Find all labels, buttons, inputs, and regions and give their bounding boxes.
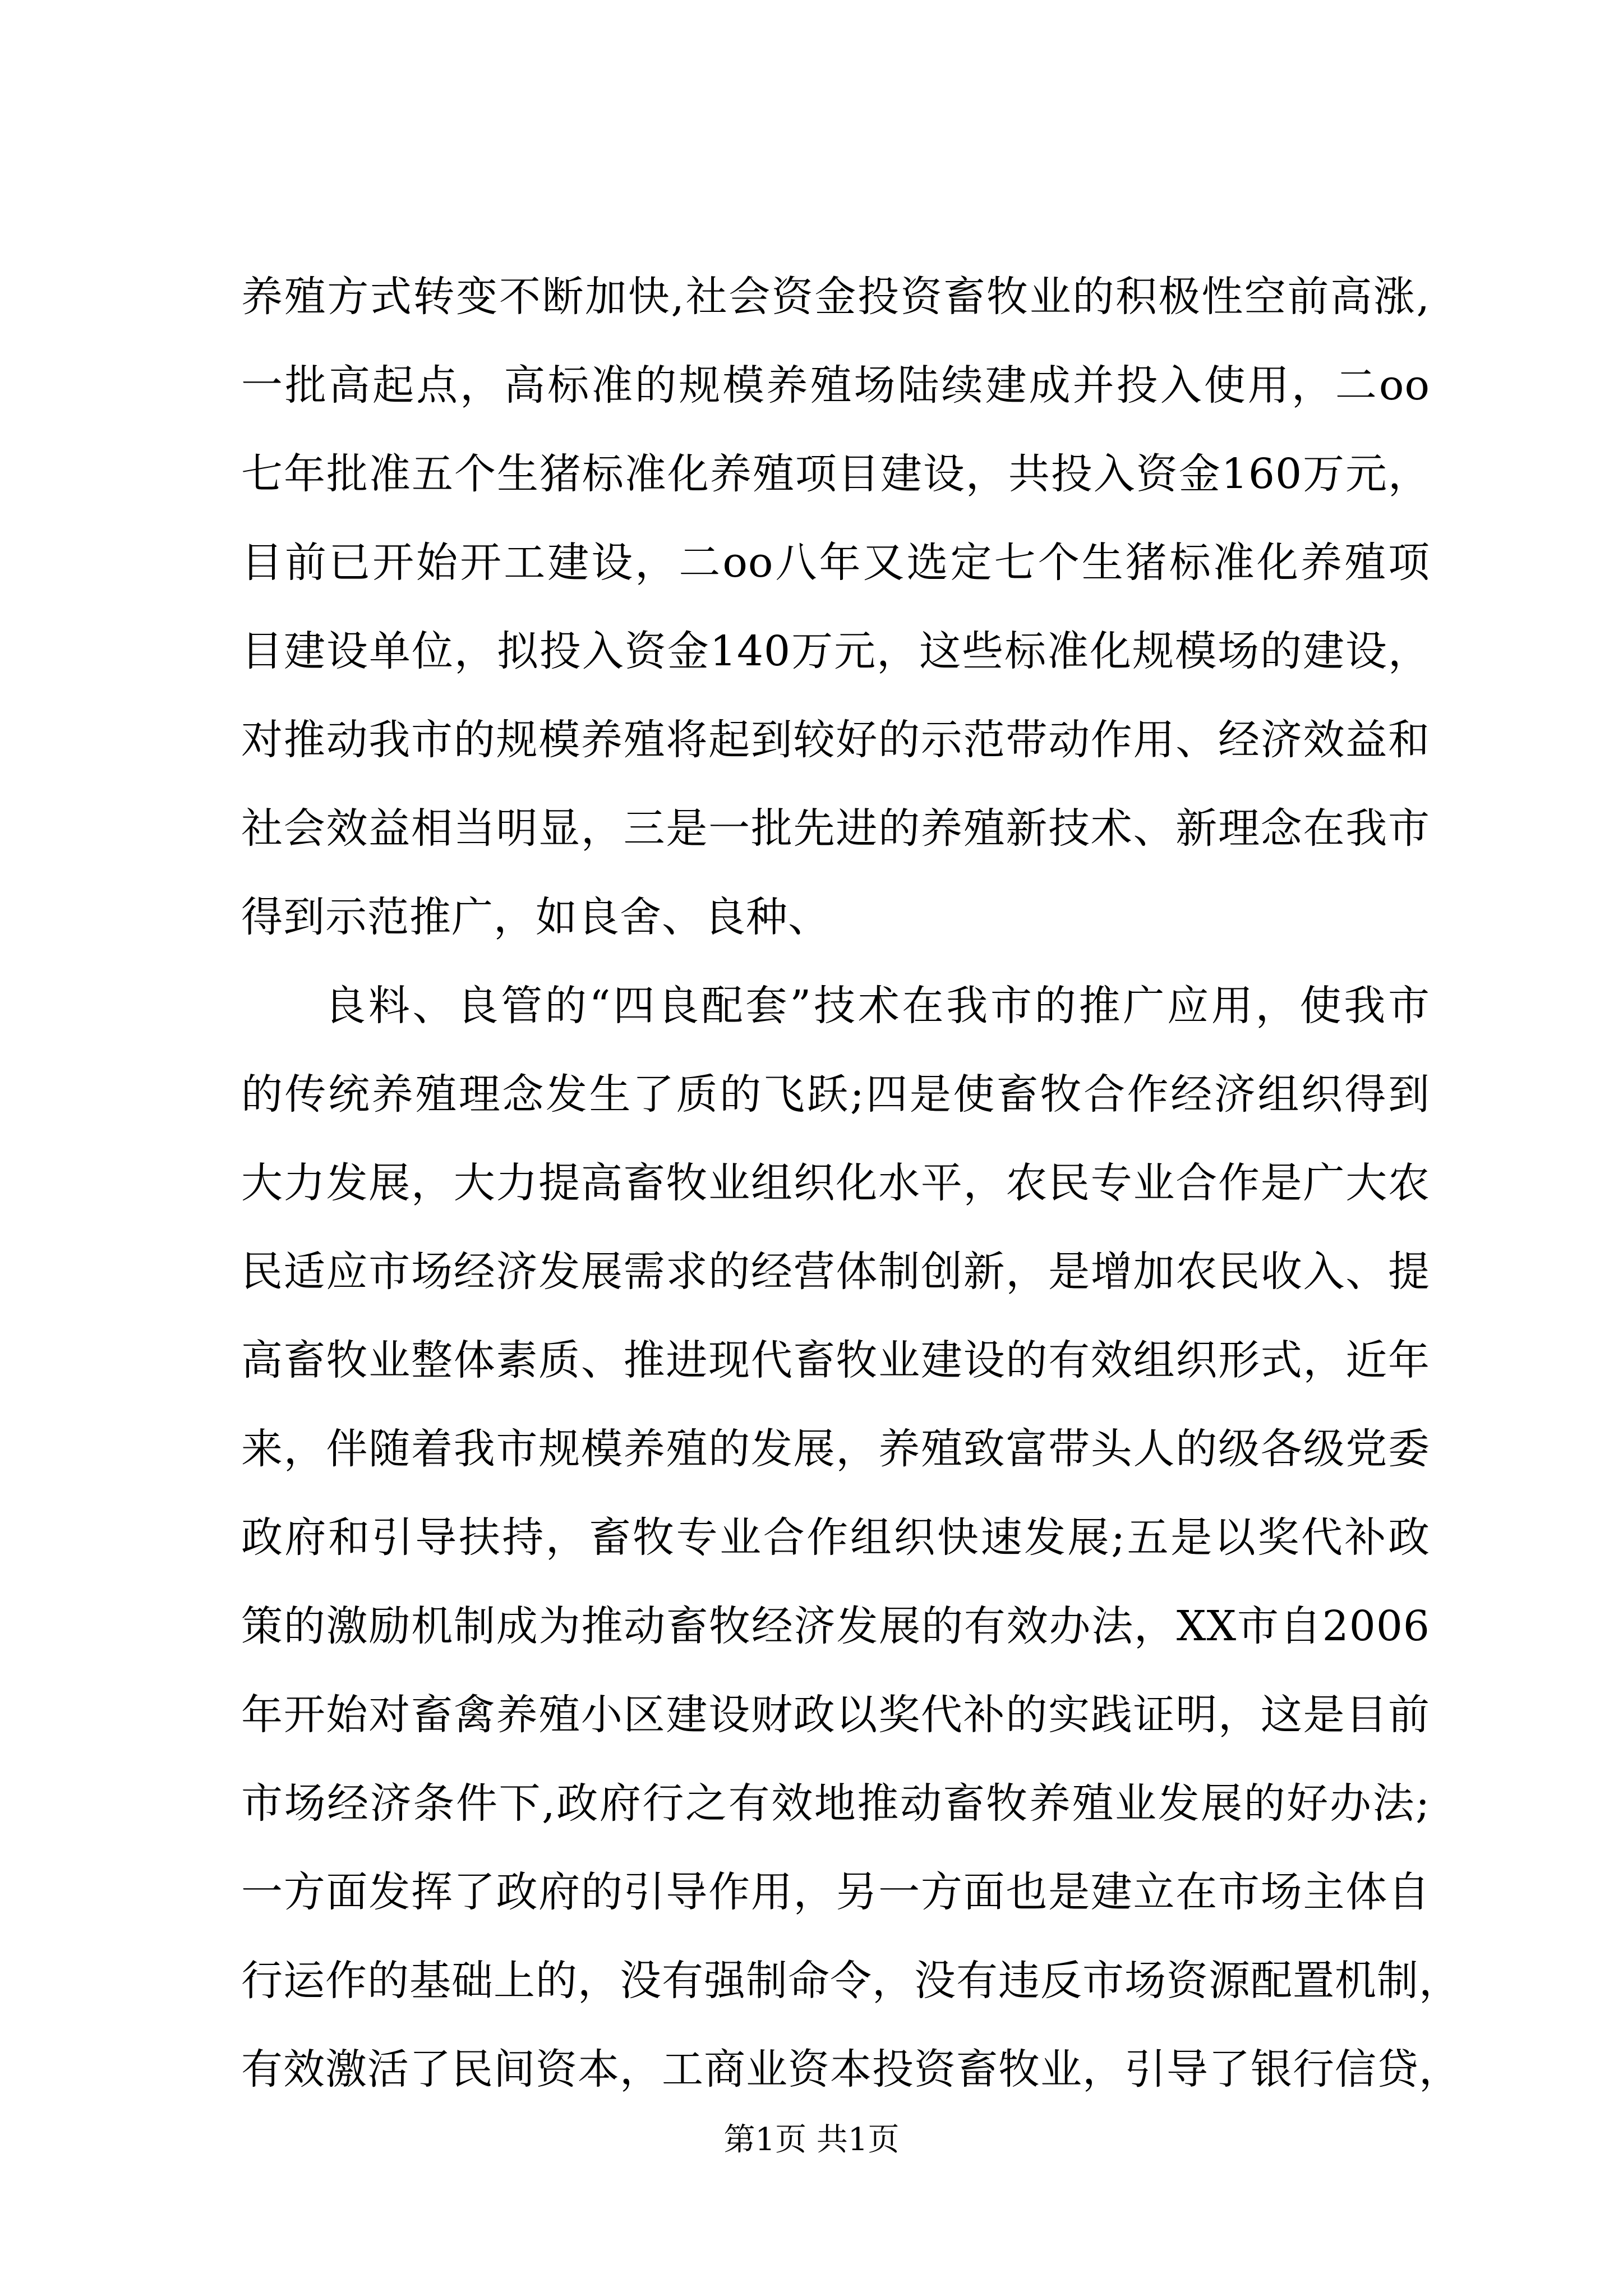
text-line: 养殖方式转变不断加快,社会资金投资畜牧业的积极性空前高涨, [241,273,1430,321]
text-line: 的传统养殖理念发生了质的飞跃;四是使畜牧合作经济组织得到 [241,1070,1430,1119]
text-line: 得到示范推广，如良舍、良种、 [241,893,830,941]
text-line: 高畜牧业整体素质、推进现代畜牧业建设的有效组织形式，近年 [241,1336,1430,1384]
text-line: 目前已开始开工建设，二oo八年又选定七个生猪标准化养殖项 [241,539,1430,587]
page-footer [0,2120,1623,2160]
text-line: 社会效益相当明显，三是一批先进的养殖新技术、新理念在我市 [241,804,1430,853]
text-line: 民适应市场经济发展需求的经营体制创新，是增加农民收入、提 [241,1248,1430,1296]
text-line: 行运作的基础上的，没有强制命令，没有违反市场资源配置机制， [241,1957,1461,2005]
text-line: 七年批准五个生猪标准化养殖项目建设，共投入资金160万元， [241,450,1430,498]
text-line: 政府和引导扶持，畜牧专业合作组织快速发展;五是以奖代补政 [241,1513,1430,1562]
body-text [241,252,1461,2114]
page-number-label: 第1页 共1页 [723,2122,900,2158]
text-line: 一方面发挥了政府的引导作用，另一方面也是建立在市场主体自 [241,1868,1430,1916]
text-line: 大力发展，大力提高畜牧业组织化水平，农民专业合作是广大农 [241,1159,1430,1207]
paragraph-first-line: 良料、良管的“四良配套”技术在我市的推广应用，使我市 [324,982,1430,1030]
text-line: 对推动我市的规模养殖将起到较好的示范带动作用、经济效益和 [241,716,1430,764]
text-line: 市场经济条件下,政府行之有效地推动畜牧养殖业发展的好办法; [241,1779,1430,1828]
text-line: 策的激励机制成为推动畜牧经济发展的有效办法，XX市自2006 [241,1602,1430,1650]
text-line: 一批高起点，高标准的规模养殖场陆续建成并投入使用，二oo [241,361,1430,409]
text-line: 有效激活了民间资本，工商业资本投资畜牧业，引导了银行信贷， [241,2045,1461,2093]
text-line: 目建设单位，拟投入资金140万元，这些标准化规模场的建设， [241,627,1430,675]
text-line: 年开始对畜禽养殖小区建设财政以奖代补的实践证明，这是目前 [241,1691,1430,1739]
text-line: 来，伴随着我市规模养殖的发展，养殖致富带头人的级各级党委 [241,1425,1430,1473]
